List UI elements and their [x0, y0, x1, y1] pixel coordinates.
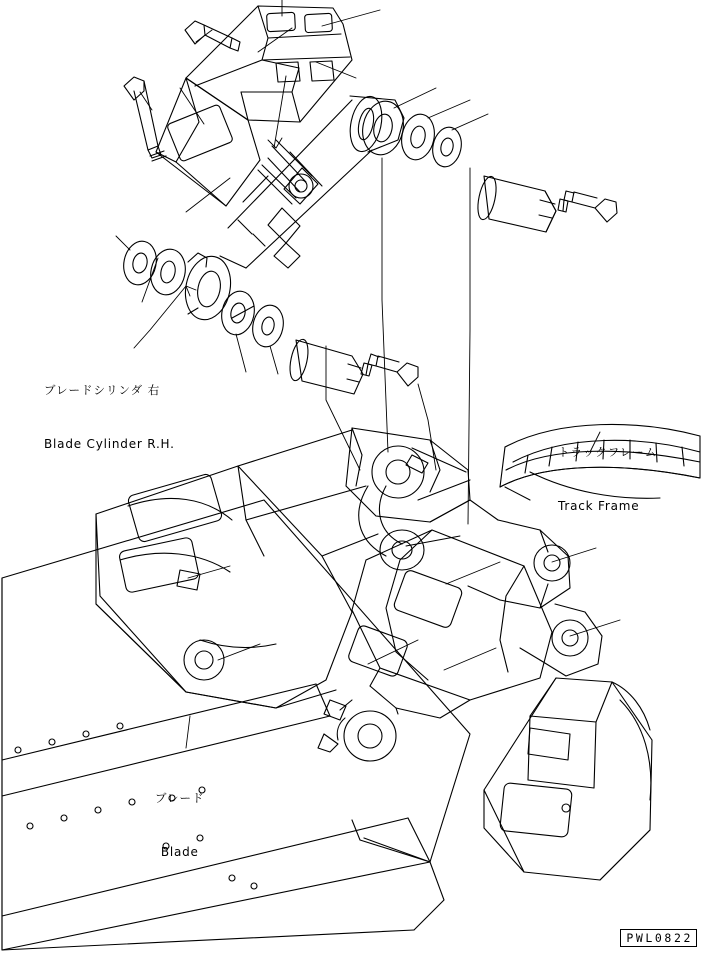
cylinder-head-cover-plate	[156, 78, 260, 206]
track-frame-bracket-upper	[346, 428, 470, 522]
pin-upper-right	[475, 175, 556, 232]
spring-pin-upper-right	[558, 199, 568, 212]
label-blade-jp: ブレード	[155, 791, 205, 805]
label-blade-cylinder-jp: ブレードシリンダ 右	[44, 383, 161, 397]
label-track-frame-en: Track Frame	[558, 499, 640, 514]
spring-pin-middle	[361, 363, 372, 376]
drawing-code: PWL0822	[620, 929, 697, 947]
bolt-upper-left-1	[185, 21, 240, 51]
cylinder-link-arm	[359, 486, 424, 570]
washer-set-lower	[218, 288, 287, 350]
installed-blade-cylinder	[318, 530, 552, 761]
blade-push-arm-right	[484, 678, 652, 880]
label-blade-cylinder	[44, 343, 175, 492]
upper-mounting-bracket	[186, 6, 352, 122]
blade-tie-rods	[238, 430, 378, 708]
label-track-frame-jp: トラックフレーム	[558, 445, 658, 459]
label-track-frame	[558, 405, 657, 554]
bolt-middle	[368, 354, 418, 386]
label-blade	[155, 751, 205, 900]
bolt-upper-right	[564, 191, 617, 222]
blade	[2, 500, 470, 950]
label-blade-en: Blade	[160, 845, 199, 860]
pin-middle	[287, 338, 363, 394]
washer-set-upper-right	[358, 97, 465, 169]
label-blade-cylinder-en: Blade Cylinder R.H.	[44, 437, 175, 452]
blade-push-arm-left	[96, 466, 352, 708]
bolt-upper-left-2	[124, 77, 166, 161]
blade-cylinder-rh	[180, 93, 404, 323]
